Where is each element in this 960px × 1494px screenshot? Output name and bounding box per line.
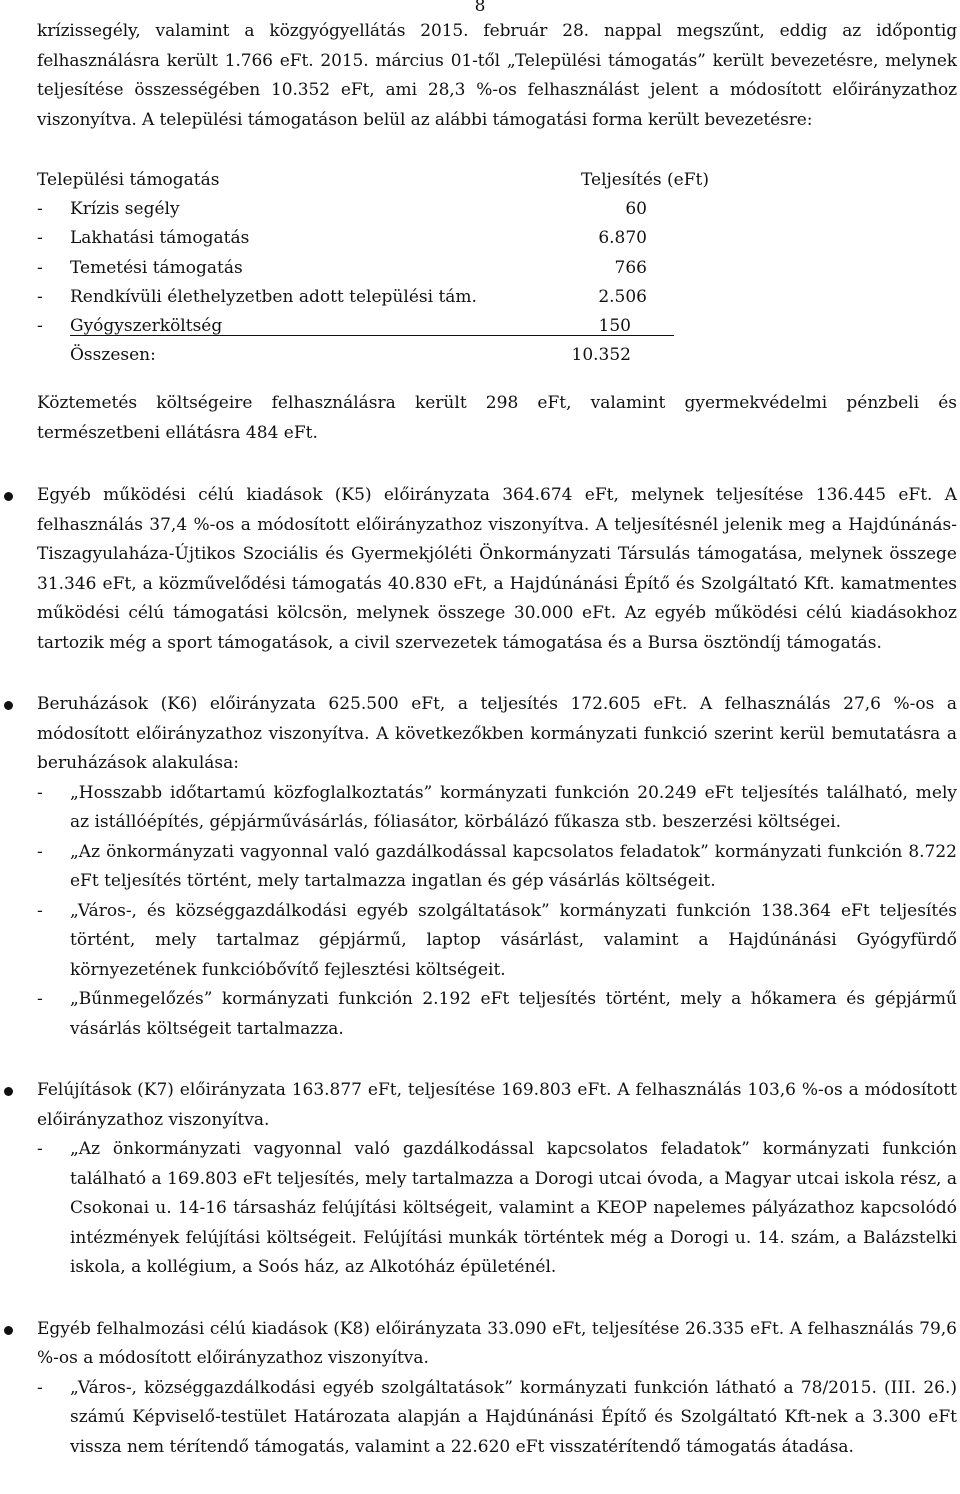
section-k6	[37, 690, 957, 1044]
row-label: Rendkívüli élethelyzetben adott települési tám.	[70, 286, 477, 307]
bullet-icon	[4, 1087, 13, 1096]
section-k5	[37, 481, 957, 658]
support-table-row	[37, 312, 957, 341]
list-item	[37, 838, 957, 897]
support-table-total	[37, 341, 957, 370]
support-table-header	[37, 166, 957, 195]
section-k8	[37, 1315, 957, 1463]
item-dash: -	[37, 1139, 43, 1160]
section-lead: Egyéb működési célú kiadások (K5) előirányzata 364.674 eFt, melynek teljesítése 136.445 eFt. A felhasználás 37,4 %-os a módosított előirányzathoz viszonyítva. A teljesítésnél jelenik meg a Hajdúnánás-Tiszagyulaháza-Újtikos Szociális és Gyermekjóléti Önkormányzati Társulás támogatása, melynek összege 31.346 eFt, a közművelődési támogatás 40.830 eFt, a Hajdúnánási Építő és Szolgáltató Kft. kamatmentes működési célú támogatási kölcsön, melynek összege 30.000 eFt. Az egyéb működési célú kiadásokhoz tartozik még a sport támogatások, a civil szervezetek támogatása és a Bursa ösztöndíj támogatás.	[37, 485, 957, 653]
list-item	[37, 897, 957, 986]
row-dash: -	[37, 199, 43, 220]
item-text: „Város-, és községgazdálkodási egyéb szolgáltatások” kormányzati funkción 138.364 eFt teljesítés történt, mely tartalmaz gépjármű, laptop vásárlást, valamint a Hajdúnánási Gyógyfürdő környezetének funkcióbővítő fejlesztési költségeit.	[70, 900, 957, 980]
row-value: 60	[625, 199, 647, 220]
item-dash: -	[37, 1377, 43, 1398]
bullet-icon	[4, 701, 13, 710]
total-label: Összesen:	[70, 345, 156, 366]
row-label: Lakhatási támogatás	[70, 228, 250, 249]
intro-paragraph: krízissegély, valamint a közgyógyellátás 2015. február 28. nappal megszűnt, eddig az időpontig felhasználásra került 1.766 eFt. 2015. március 01-től „Települési támogatás” került bevezetésre, melynek teljesítése összességében 10.352 eFt, ami 28,3 %-os felhasználást jelent a módosított előirányzathoz viszonyítva. A települési támogatáson belül az alábbi támogatási forma került bevezetésre:	[37, 21, 957, 130]
item-dash: -	[37, 900, 43, 921]
item-dash: -	[37, 841, 43, 862]
list-item	[37, 985, 957, 1044]
section-lead: Felújítások (K7) előirányzata 163.877 eFt, teljesítése 169.803 eFt. A felhasználás 103,6 %-os a módosított előirányzathoz viszonyítva.	[37, 1080, 957, 1130]
row-value: 6.870	[598, 228, 647, 249]
item-text: „Bűnmegelőzés” kormányzati funkción 2.192 eFt teljesítés történt, mely a hőkamera és gépjármű vásárlás költségeit tartalmazza.	[70, 989, 957, 1039]
bullet-icon	[4, 492, 13, 501]
row-label: Gyógyszerköltség	[70, 312, 674, 336]
intro-section	[37, 17, 957, 135]
item-text: „Város-, községgazdálkodási egyéb szolgáltatások” kormányzati funkción látható a 78/2015. (III. 26.) számú Képviselő-testület Határozata alapján a Hajdúnánási Építő és Szolgáltató Kft-nek a 3.300 eFt vissza nem térítendő támogatás, valamint a 22.620 eFt visszatérítendő támogatás átadása.	[70, 1377, 957, 1457]
item-dash: -	[37, 989, 43, 1010]
support-table-row	[37, 283, 957, 312]
support-table-row	[37, 195, 957, 224]
row-dash: -	[37, 315, 43, 336]
row-label: Temetési támogatás	[70, 257, 243, 278]
bullet-icon	[4, 1326, 13, 1335]
row-dash: -	[37, 228, 43, 249]
section-lead: Egyéb felhalmozási célú kiadások (K8) előirányzata 33.090 eFt, teljesítése 26.335 eFt. A felhasználás 79,6 %-os a módosított előirányzathoz viszonyítva.	[37, 1318, 957, 1369]
note-paragraph: Köztemetés költségeire felhasználásra került 298 eFt, valamint gyermekvédelmi pénzbeli és természetbeni ellátásra 484 eFt.	[37, 393, 957, 443]
support-table	[37, 166, 957, 370]
row-dash: -	[37, 286, 43, 307]
section-items	[37, 1374, 957, 1463]
list-item	[37, 1135, 957, 1283]
row-dash: -	[37, 257, 43, 278]
page-number: 8	[474, 0, 486, 16]
support-table-header-label: Települési támogatás	[37, 170, 220, 190]
section-k7	[37, 1076, 957, 1283]
item-text: „Hosszabb időtartamú közfoglalkoztatás” kormányzati funkción 20.249 eFt teljesítés található, mely az istállóépítés, gépjárművásárlás, fóliasátor, körbálázó fűkasza stb. beszerzési költségei.	[70, 782, 957, 833]
total-value: 10.352	[571, 345, 631, 366]
row-value: 2.506	[598, 286, 647, 307]
row-value: 150	[598, 315, 631, 336]
support-table-header-value: Teljesítés (eFt)	[581, 170, 709, 190]
section-items	[37, 779, 957, 1045]
document-body	[37, 17, 957, 1494]
support-table-row	[37, 224, 957, 253]
item-dash: -	[37, 782, 43, 803]
item-text: „Az önkormányzati vagyonnal való gazdálkodással kapcsolatos feladatok” kormányzati funkción 8.722 eFt teljesítés történt, mely tartalmazza ingatlan és gép vásárlás költségeit.	[70, 841, 957, 892]
row-label: Krízis segély	[70, 199, 180, 220]
list-item	[37, 779, 957, 838]
list-item	[37, 1374, 957, 1463]
row-value: 766	[614, 257, 647, 278]
item-text: „Az önkormányzati vagyonnal való gazdálkodással kapcsolatos feladatok” kormányzati funkción található a 169.803 eFt teljesítés, mely tartalmazza a Dorogi utcai óvoda, a Magyar utcai iskola rész, a Csokonai u. 14-16 társasház felújítási költségeit, valamint a KEOP napelemes pályázathoz kapcsolódó intézmények felújítási költségeit. Felújítási munkák történtek még a Dorogi u. 14. szám, a Balázstelki iskola, a kollégium, a Soós ház, az Alkotóház épületénél.	[70, 1139, 957, 1278]
support-table-row	[37, 254, 957, 283]
section-items	[37, 1135, 957, 1283]
section-lead: Beruházások (K6) előirányzata 625.500 eFt, a teljesítés 172.605 eFt. A felhasználás 27,6 %-os a módosított előirányzathoz viszonyítva. A következőkben kormányzati funkció szerint kerül bemutatásra a beruházások alakulása:	[37, 694, 957, 774]
